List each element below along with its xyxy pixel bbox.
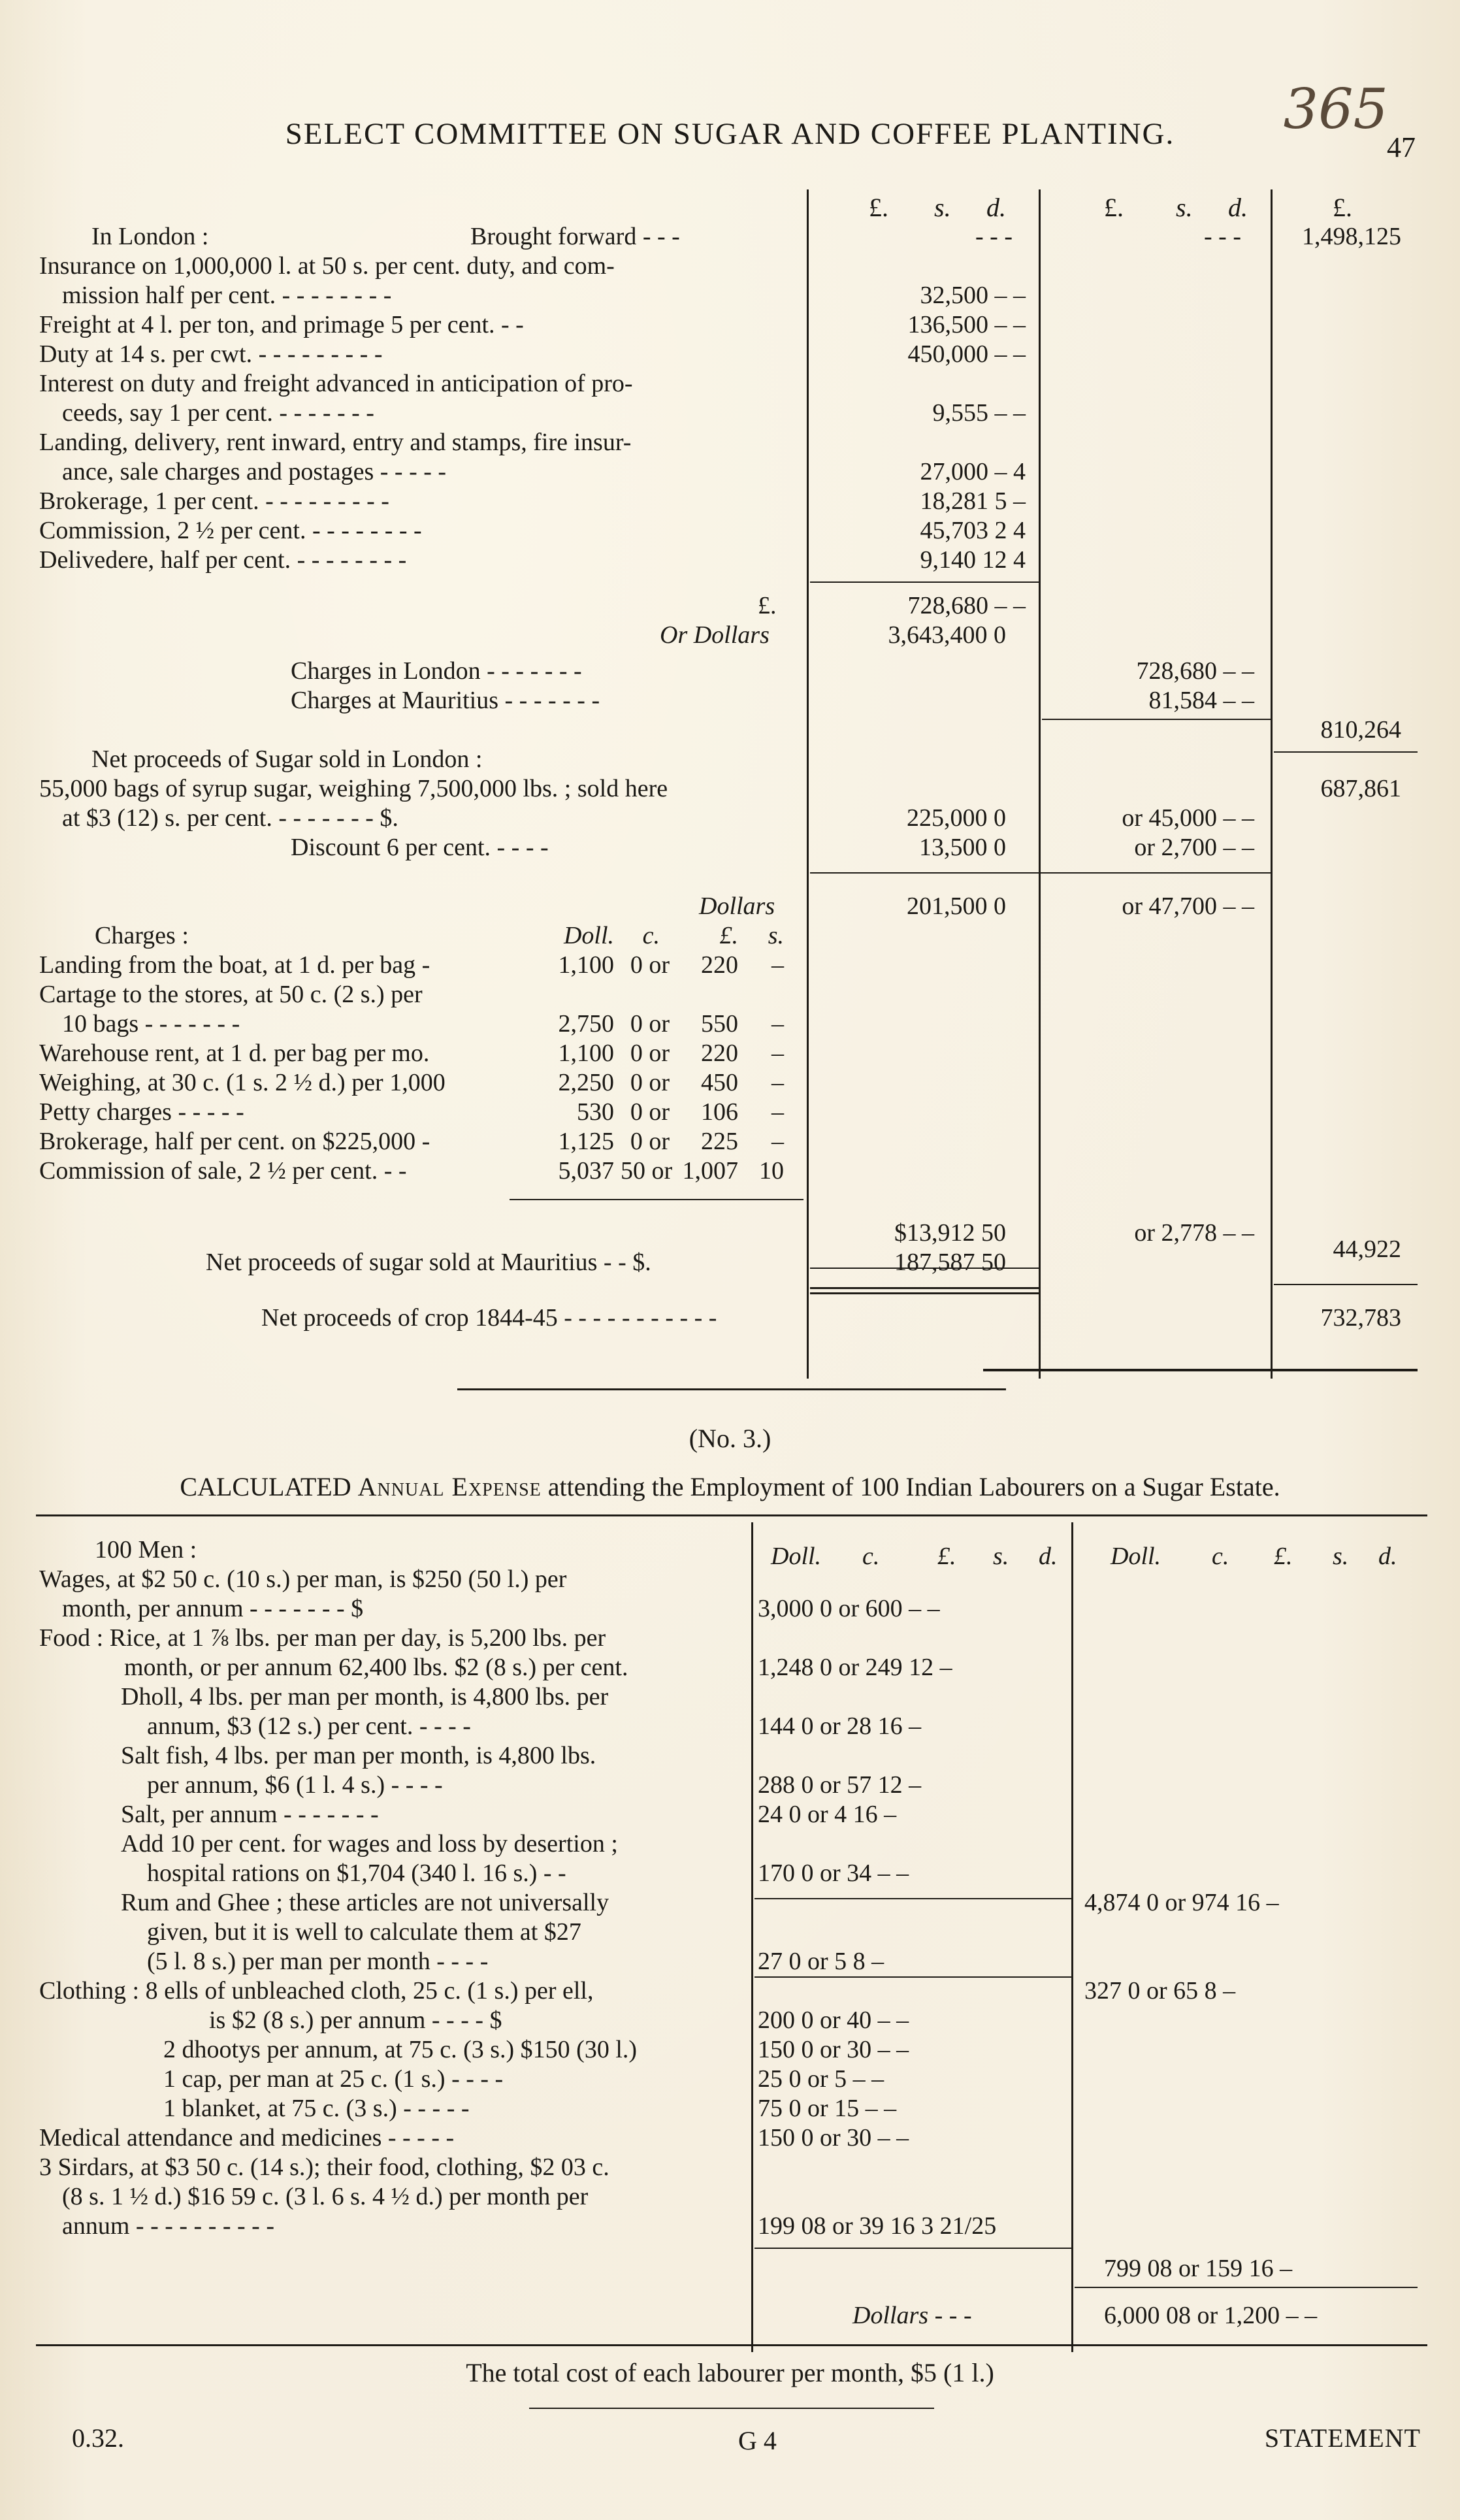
- sub-pounds: 220: [701, 951, 738, 979]
- value-left: 288 0 or 57 12 –: [758, 1771, 922, 1799]
- row-label: Medical attendance and medicines - - - - -: [39, 2124, 455, 2152]
- row-label: 1 cap, per man at 25 c. (1 s.) - - - -: [163, 2065, 504, 2093]
- sub-pounds: 1,007: [682, 1157, 738, 1185]
- row-label: Dollars: [699, 892, 775, 920]
- table-row: [0, 1068, 1460, 1097]
- sub-cents: 0 or: [630, 1039, 670, 1067]
- row-label: Net proceeds of crop 1844-45 - - - - - - - - - - -: [261, 1304, 717, 1332]
- row-label: Insurance on 1,000,000 l. at 50 s. per cent. duty, and com-: [39, 252, 615, 280]
- value-left: 144 0 or 28 16 –: [758, 1712, 922, 1740]
- section-heading: [0, 1471, 1460, 1502]
- col-header-shillings-b: s.: [1176, 193, 1193, 222]
- value-col-c: 44,922: [1333, 1235, 1401, 1263]
- value-col-b: or 2,700 – –: [1134, 834, 1254, 861]
- section-heading-end: attending the Employment of 100 Indian Labourers on a Sugar Estate.: [547, 1472, 1280, 1501]
- col-header-pence-a: d.: [986, 193, 1006, 222]
- sub-shillings: –: [771, 951, 784, 979]
- value-left: 1,248 0 or 249 12 –: [758, 1654, 952, 1681]
- row-label: Charges :: [95, 922, 189, 949]
- row-label: Delivedere, half per cent. - - - - - - - -: [39, 546, 407, 574]
- value-left: 3,000 0 or 600 – –: [758, 1595, 940, 1622]
- sub-shillings: –: [771, 1010, 784, 1038]
- row-label: month, or per annum 62,400 lbs. $2 (8 s.) per cent.: [124, 1654, 628, 1681]
- col-header-shillings-a: s.: [934, 193, 951, 222]
- value-col-a: 32,500 – –: [920, 282, 1026, 309]
- note-rule: [529, 2408, 934, 2409]
- row-label: Commission of sale, 2 ½ per cent. - -: [39, 1157, 407, 1185]
- table-row: [0, 399, 1460, 427]
- value-col-a: $13,912 50: [894, 1219, 1006, 1247]
- table-row: [0, 457, 1460, 486]
- table-row: [0, 2254, 1460, 2283]
- sub-doll: 1,100: [558, 1039, 614, 1067]
- value-right: 4,874 0 or 974 16 –: [1084, 1889, 1279, 1916]
- row-label: Freight at 4 l. per ton, and primage 5 per cent. - -: [39, 311, 524, 338]
- table-row: [0, 1624, 1460, 1652]
- double-rule-top: [810, 1287, 1039, 1289]
- table-row: [0, 340, 1460, 368]
- sub-cents: 0 or: [630, 1069, 670, 1096]
- row-label: Duty at 14 s. per cwt. - - - - - - - - -: [39, 340, 383, 368]
- value-col-a: 225,000 0: [907, 804, 1006, 832]
- value-col-c: 732,783: [1320, 1304, 1401, 1332]
- table-row: [0, 2182, 1460, 2211]
- sub-doll: 1,100: [558, 951, 614, 979]
- page-number: 47: [1387, 131, 1416, 163]
- sub-doll: 2,250: [558, 1069, 614, 1096]
- value-left: 200 0 or 40 – –: [758, 2006, 909, 2034]
- table-row: [0, 252, 1460, 280]
- section-divider: [457, 1388, 1006, 1390]
- table-row: [0, 1565, 1460, 1594]
- table-row: [0, 1771, 1460, 1799]
- value-col-a: 13,500 0: [919, 834, 1006, 861]
- row-label: Net proceeds of Sugar sold in London :: [91, 745, 483, 773]
- col-header-cents-right: c.: [1212, 1543, 1229, 1570]
- col-header-pounds-right: £.: [1274, 1543, 1293, 1570]
- col-header-doll-right: Doll.: [1111, 1543, 1161, 1570]
- row-label: is $2 (8 s.) per annum - - - - $: [209, 2006, 502, 2034]
- row-label: per annum, $6 (1 l. 4 s.) - - - -: [147, 1771, 443, 1799]
- row-label: Charges in London - - - - - - -: [291, 657, 582, 685]
- value-col-a: 728,680 – –: [907, 592, 1026, 619]
- table-row: [0, 2301, 1460, 2330]
- table-row: [0, 1682, 1460, 1711]
- value-col-a: - - -: [975, 223, 1013, 250]
- table-row: [0, 715, 1460, 744]
- row-label: Discount 6 per cent. - - - -: [291, 834, 549, 861]
- table-row: [0, 1156, 1460, 1185]
- table-row: [0, 774, 1460, 803]
- row-label: Wages, at $2 50 c. (10 s.) per man, is $250 (50 l.) per: [39, 1565, 567, 1593]
- table-row: [0, 2123, 1460, 2152]
- value-left: 199 08 or 39 16 3 21/25: [758, 2212, 997, 2240]
- value-col-b: - - -: [1204, 223, 1241, 250]
- table-row: [0, 657, 1460, 685]
- row-label: Add 10 per cent. for wages and loss by desertion ;: [121, 1830, 618, 1857]
- table-row: [0, 1594, 1460, 1623]
- value-col-c: 1,498,125: [1302, 223, 1401, 250]
- row-label: Petty charges - - - - -: [39, 1098, 244, 1126]
- row-label: at $3 (12) s. per cent. - - - - - - - $.: [62, 804, 398, 832]
- mauritius-rule: [1274, 1284, 1418, 1285]
- col-header-pounds-c: £.: [1333, 193, 1352, 222]
- col-header-pounds-a: £.: [869, 193, 888, 222]
- subtotal-rule: [810, 581, 1039, 583]
- right-total-rule: [1075, 2287, 1418, 2288]
- charges-subtable-rule: [510, 1199, 803, 1200]
- discount-rule: [810, 872, 1271, 874]
- table-row: [0, 487, 1460, 515]
- row-label: 10 bags - - - - - - -: [62, 1010, 240, 1038]
- sub-shillings: –: [771, 1039, 784, 1067]
- row-label: Brokerage, 1 per cent. - - - - - - - - -: [39, 487, 389, 515]
- table-row: [0, 2094, 1460, 2123]
- table-row: [0, 546, 1460, 574]
- value-col-b: or 2,778 – –: [1134, 1219, 1254, 1247]
- footer-signature-mark: G 4: [738, 2426, 777, 2455]
- value-left: 27 0 or 5 8 –: [758, 1948, 884, 1975]
- value-right: 799 08 or 159 16 –: [1104, 2255, 1293, 2282]
- value-left: 150 0 or 30 – –: [758, 2036, 909, 2063]
- value-col-a: 201,500 0: [907, 892, 1006, 920]
- table-row: [0, 980, 1460, 1009]
- sub-shillings: 10: [759, 1157, 784, 1185]
- table-row: [0, 686, 1460, 715]
- table-row: [0, 1127, 1460, 1156]
- page-title: SELECT COMMITTEE ON SUGAR AND COFFEE PLANTING.: [285, 117, 1175, 151]
- col-header-pence-right: d.: [1378, 1543, 1397, 1570]
- table-row: [0, 1888, 1460, 1917]
- value-col-b: or 47,700 – –: [1122, 892, 1254, 920]
- row-label: Warehouse rent, at 1 d. per bag per mo.: [39, 1039, 430, 1067]
- table-row: [0, 1800, 1460, 1829]
- row-label: 3 Sirdars, at $3 50 c. (14 s.); their food, clothing, $2 03 c.: [39, 2153, 609, 2181]
- sub-pounds: 550: [701, 1010, 738, 1038]
- value-col-a: 27,000 – 4: [920, 458, 1026, 485]
- subcol-header-shillings: s.: [768, 922, 784, 949]
- col-header-cents-left: c.: [862, 1543, 880, 1570]
- value-left: 150 0 or 30 – –: [758, 2124, 909, 2152]
- value-col-c: 810,264: [1320, 716, 1401, 744]
- table-row: [0, 2035, 1460, 2064]
- value-left: 170 0 or 34 – –: [758, 1859, 909, 1887]
- table-row: [0, 281, 1460, 310]
- sub-cents: 0 or: [630, 1010, 670, 1038]
- table-row: [0, 1976, 1460, 2005]
- handwritten-page-number: 365: [1283, 77, 1388, 141]
- sub-doll: 5,037: [558, 1157, 614, 1185]
- row-label: Weighing, at 30 c. (1 s. 2 ½ d.) per 1,000: [39, 1069, 446, 1096]
- table-row: [0, 591, 1460, 620]
- value-col-b: or 45,000 – –: [1122, 804, 1254, 832]
- sub-pounds: 450: [701, 1069, 738, 1096]
- col-header-doll-left: Doll.: [771, 1543, 822, 1570]
- double-rule-bottom: [810, 1292, 1039, 1294]
- row-label: £.: [758, 592, 777, 619]
- subcol-header-pounds: £.: [719, 922, 738, 949]
- table-row: [0, 804, 1460, 832]
- value-col-a: 9,555 – –: [932, 399, 1026, 427]
- table-row: [0, 1859, 1460, 1888]
- rum-subtotal-rule: [754, 1976, 1071, 1978]
- row-label: (5 l. 8 s.) per man per month - - - -: [147, 1948, 489, 1975]
- row-label: Brokerage, half per cent. on $225,000 -: [39, 1128, 430, 1155]
- sub-shillings: –: [771, 1098, 784, 1126]
- section-heading-caps: Annual Expense: [357, 1472, 542, 1501]
- row-label-secondary: Brought forward - - -: [470, 223, 680, 250]
- sub-cents: 0 or: [630, 951, 670, 979]
- table-row: [0, 428, 1460, 457]
- row-label: ceeds, say 1 per cent. - - - - - - -: [62, 399, 374, 427]
- footer-reference: 0.32.: [72, 2423, 124, 2453]
- value-left: 24 0 or 4 16 –: [758, 1801, 897, 1828]
- section2-top-rule: [36, 1514, 1427, 1516]
- total-cost-note: The total cost of each labourer per month, $5 (1 l.): [466, 2358, 994, 2387]
- table-row: [0, 1653, 1460, 1682]
- row-label: Landing, delivery, rent inward, entry and stamps, fire insur-: [39, 429, 632, 456]
- row-label: Commission, 2 ½ per cent. - - - - - - - -: [39, 517, 422, 544]
- row-label: Rum and Ghee ; these articles are not universally: [121, 1889, 609, 1916]
- table-row: [0, 1712, 1460, 1741]
- table-row: [0, 1947, 1460, 1976]
- row-label: (8 s. 1 ½ d.) $16 59 c. (3 l. 6 s. 4 ½ d.) per month per: [62, 2183, 589, 2210]
- table-row: [0, 222, 1460, 251]
- section-number: (No. 3.): [689, 1424, 771, 1453]
- row-label: Dollars - - -: [852, 2302, 972, 2329]
- row-label: annum - - - - - - - - - -: [62, 2212, 274, 2240]
- table-row: [0, 621, 1460, 649]
- table-row: [0, 921, 1460, 950]
- row-label: Salt fish, 4 lbs. per man per month, is 4,800 lbs.: [121, 1742, 596, 1769]
- table-row: [0, 892, 1460, 921]
- row-label: 55,000 bags of syrup sugar, weighing 7,500,000 lbs. ; sold here: [39, 775, 668, 802]
- final-total-rule: [983, 1369, 1418, 1371]
- sub-cents: 0 or: [630, 1098, 670, 1126]
- table-row: [0, 1039, 1460, 1068]
- value-col-a: 3,643,400 0: [888, 621, 1006, 649]
- table-row: [0, 2153, 1460, 2182]
- value-col-a: 18,281 5 –: [920, 487, 1026, 515]
- value-left: 75 0 or 15 – –: [758, 2095, 897, 2122]
- value-col-b: 728,680 – –: [1136, 657, 1254, 685]
- value-right: 327 0 or 65 8 –: [1084, 1977, 1236, 2005]
- row-label: Dholl, 4 lbs. per man per month, is 4,800 lbs. per: [121, 1683, 609, 1710]
- row-label: hospital rations on $1,704 (340 l. 16 s.) - -: [147, 1859, 566, 1887]
- sub-shillings: –: [771, 1128, 784, 1155]
- section-heading-start: CALCULATED: [180, 1472, 351, 1501]
- table-row: [0, 1098, 1460, 1126]
- sub-pounds: 220: [701, 1039, 738, 1067]
- row-label: given, but it is well to calculate them at $27: [147, 1918, 581, 1946]
- sub-pounds: 106: [701, 1098, 738, 1126]
- clothing-subtotal-rule: [754, 2248, 1071, 2249]
- row-label: Food : Rice, at 1 ⅞ lbs. per man per day, is 5,200 lbs. per: [39, 1624, 606, 1652]
- row-label: In London :: [91, 223, 209, 250]
- row-label: month, per annum - - - - - - - $: [62, 1595, 364, 1622]
- sub-shillings: –: [771, 1069, 784, 1096]
- row-label: Or Dollars: [660, 621, 770, 649]
- table-row: [0, 2065, 1460, 2093]
- col-header-pounds-left: £.: [937, 1543, 956, 1570]
- row-label: Landing from the boat, at 1 d. per bag -: [39, 951, 430, 979]
- table-row: [0, 310, 1460, 339]
- value-col-a: 450,000 – –: [907, 340, 1026, 368]
- table-row: [0, 2006, 1460, 2035]
- value-col-a: 9,140 12 4: [920, 546, 1026, 574]
- sub-doll: 530: [577, 1098, 614, 1126]
- table-row: [0, 1535, 1460, 1564]
- row-label: 2 dhootys per annum, at 75 c. (3 s.) $150 (30 l.): [163, 2036, 638, 2063]
- footer-catchword: STATEMENT: [1264, 2423, 1421, 2453]
- table-row: [0, 369, 1460, 398]
- sub-pounds: 225: [701, 1128, 738, 1155]
- table-row: [0, 745, 1460, 774]
- row-label: annum, $3 (12 s.) per cent. - - - -: [147, 1712, 471, 1740]
- value-col-a: 136,500 – –: [907, 311, 1026, 338]
- sub-doll: 2,750: [558, 1010, 614, 1038]
- table-row: [0, 833, 1460, 862]
- table-row: [0, 2212, 1460, 2240]
- row-label: Interest on duty and freight advanced in anticipation of pro-: [39, 370, 633, 397]
- table-row: [0, 951, 1460, 979]
- table-row: [0, 1918, 1460, 1946]
- value-col-c: 687,861: [1320, 775, 1401, 802]
- value-col-b: 81,584 – –: [1148, 687, 1254, 714]
- value-col-a: 45,703 2 4: [920, 517, 1026, 544]
- col-header-pence-left: d.: [1039, 1543, 1058, 1570]
- sub-doll: 1,125: [558, 1128, 614, 1155]
- row-label: 100 Men :: [95, 1536, 197, 1563]
- row-label: ance, sale charges and postages - - - - -: [62, 458, 447, 485]
- row-label: Cartage to the stores, at 50 c. (2 s.) per: [39, 981, 423, 1008]
- value-col-a: 187,587 50: [894, 1249, 1006, 1276]
- table-row: [0, 1248, 1460, 1277]
- col-header-pence-b: d.: [1228, 193, 1248, 222]
- col-header-shillings-left: s.: [993, 1543, 1009, 1570]
- value-left: 25 0 or 5 – –: [758, 2065, 884, 2093]
- col-header-pounds-b: £.: [1104, 193, 1124, 222]
- section2-bottom-rule: [36, 2344, 1427, 2346]
- row-label: Charges at Mauritius - - - - - - -: [291, 687, 600, 714]
- subcol-header-doll: Doll.: [563, 922, 614, 949]
- value-right: 6,000 08 or 1,200 – –: [1104, 2302, 1318, 2329]
- row-label: 1 blanket, at 75 c. (3 s.) - - - - -: [163, 2095, 470, 2122]
- row-label: Salt, per annum - - - - - - -: [121, 1801, 379, 1828]
- sub-cents: 50 or: [621, 1157, 673, 1185]
- table-row: [0, 516, 1460, 545]
- sub-cents: 0 or: [630, 1128, 670, 1155]
- table-row: [0, 1303, 1460, 1332]
- subcol-header-cents: c.: [642, 922, 660, 949]
- table-row: [0, 1009, 1460, 1038]
- row-label: Net proceeds of sugar sold at Mauritius - - $.: [206, 1249, 651, 1276]
- row-label: Clothing : 8 ells of unbleached cloth, 25 c. (1 s.) per ell,: [39, 1977, 594, 2005]
- col-header-shillings-right: s.: [1333, 1543, 1349, 1570]
- table-row: [0, 1829, 1460, 1858]
- table-row: [0, 1741, 1460, 1770]
- row-label: mission half per cent. - - - - - - - -: [62, 282, 392, 309]
